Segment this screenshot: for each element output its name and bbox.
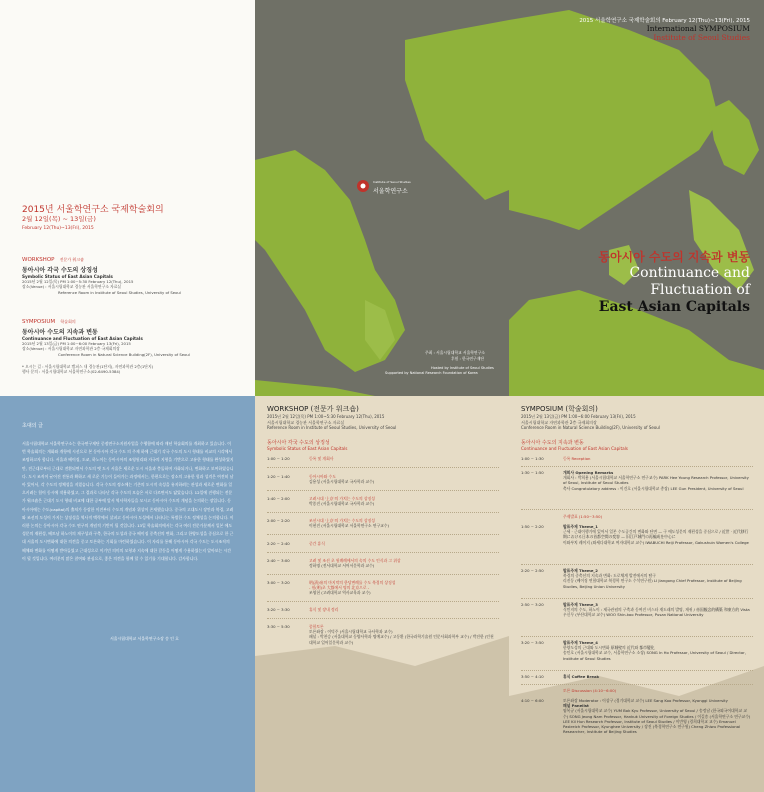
symposium-title-ko: 동아시아 수도의 지속과 변동 [22,329,98,336]
workshop-program-time: 2015년 2월 12일(목) PM 1:00~5:30 February 12(Thu), 2015 [267,414,385,419]
symposium-label: SYMPOSIUM [22,319,56,325]
divider [521,466,753,467]
divider [521,636,753,637]
divider [267,601,499,602]
greeting-body: 서울시립대학교 서울학연구소는 한국연구재단 중점연구소지원사업을 수행함에 따라 매년 학술회의를 개최하고 있습니다. 이번 학술회의는 개화와 개항에 시선으로 본 동아시아 각국 수도 의 주제 하에 근대기 각국 수도의 도시 형태를 비교의 시각에서 조명하고자 합니다. 서울과 베이징, 도쿄, 하노이는 동아시아의 조영원리와 자국의 지형을 기반으로 고유한 형태를 완성하였지만, 전근대로부터 근대로 전환되면서 수도의 옛 도시 서울은 새로운 도시 서울과 충돌하며 자화되거나, 변화하고 보여하였습니다. 도시 조직이 굳어진 전통과 확하고 새 로운 기능이 들어가는 과정에서는, 한편으로는 장소의 고유한 힘과 성격은 여전히 남아 있어서, 각 수도의 정체성을 지켰습니다. 각국 수도의 정소에는 기존의 도시적 속성을 유지하려는 관성과 새로운 변화를 일으키려는 힘이 동시에 작용하였고, 그 결과로 나타난 각국 수도의 모습은 서로 다르면서도 닮았습니다. 12일에 진행되는 전문가 워크숍은 근대기 도시 형태 비교에 대한 공부에 앞서 역사학자들을 모시고 동아시아 수도의 개념을 논의하는 장입니다. 동아시아에는 수도(capital)의 출처가 등장한 이전부터 수도의 개념과 위상이 존재했습니다. 중국의 고대도시 장안과 북경, 고려와 조선의 도성이 가지는 상징성을 역사적 맥락에서 살펴고 동아시아 도성에서 나타나는 특별한 수도 정체성을 논의합니다. 이러한 논의는 동아시아 각국 수도 연구의 개념적 기반이 될 것입니다. 13일 학술회의에서는 각국 여러 전문가분께서 일본 에도 성문의 재편성, 베트남 하노이의 재구성과 구축, 한국의 도성과 중국 베이징 중축선의 변화, 그리고 한양도성을 중심으로 한 근대 서울의 도시변화에 대한 의견을 중고 토론하는 기회를 마련하였습니다. 이 자리를 통해 동아시아 각국 수도는 도시조직의 해체와 변화를 어떻게 받아들였고 근대성으로 이기민 의미의 모형과 지속에 대한 갈등을 어떻게 수용하였는지 알아보는 시간이 될 것입니다. 여러분의 많은 참여와 관심으로, 좋은 의견을 함께 할 수 있기를 기대합니다. 감사합니다. [22,441,234,561]
symposium-summary [22,308,247,357]
cover-title-en1: Continuance and [629,265,750,281]
note-directions: * 오시는 길 : 서울시립대학교 캠퍼스 내 경농관(1단지), 자연과학관 2층(1단지) [22,364,154,369]
symposium-header-block [521,404,751,451]
logo-text: 서울학연구소 [373,188,408,195]
symposium-program-title: SYMPOSIUM (학술회의) [521,405,598,413]
symposium-title-en: Continuance and Fluctuation of East Asian Capitals [22,336,143,341]
map-illustration-right [509,0,764,396]
workshop-time: 2015년 2월 12일(목) PM 1:00~5:30 February 12(Thu), 2015 [22,279,134,284]
event-title: 2015년 서울학연구소 국제학술회의 [22,205,164,215]
divider [521,670,753,671]
event-date-ko: 2월 12일(목) ~ 13일(금) [22,215,96,223]
header-en2: Institute of Seoul Studies [653,33,750,42]
symposium-program-panel: SYMPOSIUM (학술회의) 2015년 2월 13일(금) PM 1:00~6:00 February 13(Fri), 2015 서울시립대학교 자연과학관 2층 국제회의장 Conference Room in Natural Science Building(2F), University of Seoul 동아시아 수도의 지속과 변동 Continuance and Fluctuation of East Asian Capitals 1:00 ~ 1:30 등록 Reception 1:30 ~ 1:50 개회사 Opening Remarks 개회사 : 박희용 (서울시립대학교 서울학연구소 연구교수) PARK Hee Young Research Professor, University of Seoul, Institute of Seoul Studies 축사 Congratulatory address : 이건호 (서울시립대학교 총장) LEE Gun President, University of Seoul 주제발표 (1:50~3:50) 1:50 ~ 2:20 발표주제 Theme_1 근세 · 근대이행기에 있어서 일본 수도공간의 변화와 단면 — 구 에도성문의 재편성을 중심으로 / 近世 · 近代移行期における日本の首都空間の変容 — 旧江戸城門の再編成を中心に 이와부치 레이지 (와세다대학교 여자대학교 교수) IWABUCHI Reiji Professor, Gakushuin Women's College 2:20 ~ 2:50 발표주제 Theme_2 북경의 중축선의 지속과 변화: 도로체계 발전에서의 탐구 리진둥 (베이징 연합대학교 북경학 연구소 수석연구원) LI Jiangong Chief Professor, Institute of Beijing Studies, Beijing Union University 2:50 ~ 3:20 발표주제 Theme_3 식민지의 수도, 하노이 : 제국관념의 구축과 동여진 비스타 재도래의 발명, 재귀 / 帝国観念的構築 和東方的 Vista 우신무 (부산대학교 교수) WOO Shin-koo Professor, Pusan National University 3:20 ~ 3:50 발표주제 Theme_4 한양도성의 근대와 도시변화 原城壁의 近代와 都市變化 송인호 (서울시립대학교 교수, 서울학연구소 소장) SONG In Ho Professor, University of Seoul / Director, Institute of Seoul Studies 3:50 ~ 4:10 휴식 Coffee Break 토론 Discussion (4:10~6:00) 4:10 ~ 6:00 토론좌장 Moderator : 이상구 (경기대학교 교수) LEE Sang Koo Professor, Kyonggi University 패널 Panelist 염복규 (서울시립대학교 교수) YUM Bok Kyu Professor, University of Seoul / 송정남 (한국외국어대학교 교수) SONG Jeong Nam Professor, Hankuk University of Foreign Studies / 이길송 (서울학연구소 연구교수) LEE Kil Hun Research Professor, Institute of Seoul Studies / 이만영 (경희대학교 교수) Emanuel Pastreich Professor, Kyunghee University / 장진 (북경학연구소 연구원) Cheng Zhiwu Professional Researcher, Institute of Beijing Studies [509,396,764,792]
cover-left-panel [0,0,255,396]
workshop-summary [22,246,247,295]
symposium-sched-title-en: Continuance and Fluctuation of East Asian Capitals [521,445,628,451]
workshop-program-panel: WORKSHOP (전문가 워크숍) 2015년 2월 12일(목) PM 1:00~5:30 February 12(Thu), 2015 서울시립대학교 경농관 서울학연구소 자료실 Reference Room in Institute of Seoul Studies, University of Seoul 동아시아 각국 수도의 상징성 Symbolic Status of East Asian Capitals 1:00 ~ 1:20 등록 및 개회사 1:20 ~ 1:40 동아시아와 수도 김용성 (서울시립대학교 국사학과 교수) 1:40 ~ 2:00 고려시대 '上京'의 가치는 수도의 상징성 박종진 (서울시립대학교 국사학과 교수) 2:00 ~ 2:20 조선시대 '上京'의 가치는 수도의 상징성 이현진 (서울시립대학교 서울학연구소 연구교수) 2:20 ~ 2:40 중간 휴식 2:40 ~ 3:00 고려 및 조선 초 원례례에서의 속의 수도 인식과 그 위상 정하명 (전서대학교 서어서문학과 교수) 3:00 ~ 3:20 明(淸)帝의 마지막의 한당변례를 수도 북경의 상징성 - 원(明)초 大都에서 명의 北京으로 - 조영헌 (고려대학교 역사교육과 교수) 3:20 ~ 3:30 휴식 및 장내 정리 3:30 ~ 5:30 종합토론 토론좌장 : 이덕주 (서울시립대학교 국사학과 교수) 패널 : 박찬승 (서울대학교 동양사학과 명예교수) / 고동환 (한국과학기술원 인문사회과학부 교수) / 박진한 (인천대학교 일어일문학과 교수) [255,396,509,792]
host-en-line2: Supported by National Research Foundation of Korea [385,371,478,375]
symposium-label-sub: 학술회의 [60,319,76,324]
workshop-label-sub: 전문가 워크숍 [59,257,85,262]
divider [521,564,753,565]
host-info-en [385,366,494,376]
divider [267,490,499,491]
symposium-time: 2015년 2월 13일(금) PM 1:00~6:00 February 13(Fri), 2015 [22,341,131,346]
workshop-program-venue-en: Reference Room in Institute of Seoul Studies, University of Seoul [267,425,397,430]
workshop-header [267,404,497,451]
workshop-program-title: WORKSHOP (전문가 워크숍) [267,405,359,413]
divider [267,534,499,535]
divider [267,467,499,468]
cover-center-map-panel [255,0,509,396]
symposium-venue-ko: 장소(Venue) : 서울시립대학교 자연과학관 2층 국제회의장 [22,346,120,352]
institute-logo [355,178,425,218]
logo-small-text: Institute of Seoul Studies [373,180,411,184]
workshop-title-en: Symbolic Status of East Asian Capitals [22,274,113,279]
symposium-program-venue-ko: 서울시립대학교 자연과학관 2층 국제회의장 [521,419,597,425]
workshop-sched-title-ko: 동아시아 각국 수도의 상징성 [267,439,330,446]
divider [267,552,499,553]
logo-mark-icon [355,178,371,194]
symposium-program-time: 2015년 2월 13일(금) PM 1:00~6:00 February 13(Fri), 2015 [521,414,636,419]
workshop-program-venue-ko: 서울시립대학교 경농관 서울학연구소 자료실 [267,419,345,425]
workshop-sched-title-en: Symbolic Status of East Asian Capitals [267,445,348,451]
cover-title-en2: Fluctuation of [650,282,750,298]
event-date-en: February 12(Thu)~13(Fri), 2015 [22,226,94,231]
greeting-panel [0,396,255,792]
header-line: 2015 서울학연구소 국제학술회의 February 12(Thu)~13(Fri), 2015 [579,18,750,24]
host-info-ko [425,350,485,361]
symposium-sched-title-ko: 동아시아 수도의 지속과 변동 [521,439,584,446]
info-notes [22,364,153,375]
host-ko-line1: 주최 : 서울시립대학교 서울학연구소 [425,350,485,355]
divider [267,574,499,575]
host-en-line1: Hosted by Institute of Seoul Studies [431,366,494,370]
symposium-venue-en: Conference Room in Natural Science Building(2F), University of Seoul [58,351,190,357]
divider [521,684,753,685]
cover-title [598,248,750,316]
divider [267,618,499,619]
symposium-program-venue-en: Conference Room in Natural Science Building(2F), University of Seoul [521,425,660,430]
cover-title-en3: East Asian Capitals [598,299,750,315]
header-en1: International SYMPOSIUM [646,24,750,33]
greeting-signature: 서울시립대학교 서울학연구소장 송 인 호 [110,636,179,641]
symposium-header [579,16,750,42]
workshop-label: WORKSHOP [22,257,55,263]
host-ko-line2: 후원 : 한국연구재단 [451,355,485,361]
divider [267,512,499,513]
divider [521,509,753,510]
workshop-title-ko: 동아시아 각국 수도의 상징성 [22,267,98,274]
cover-title-ko: 동아시아 수도의 지속과 변동 [598,250,750,264]
workshop-venue-ko: 장소(Venue) : 서울시립대학교 경농관 서울학연구소 자료실 [22,284,122,290]
cover-right-map-panel [509,0,764,396]
greeting-heading: 초대의 글 [22,423,43,429]
workshop-venue-en: Reference Room in Institute of Seoul Studies, University of Seoul [58,289,181,295]
divider [521,598,753,599]
note-contact: 행사 문의 : 서울시립대학교 서울학연구소(02-6490-5384) [22,369,121,375]
